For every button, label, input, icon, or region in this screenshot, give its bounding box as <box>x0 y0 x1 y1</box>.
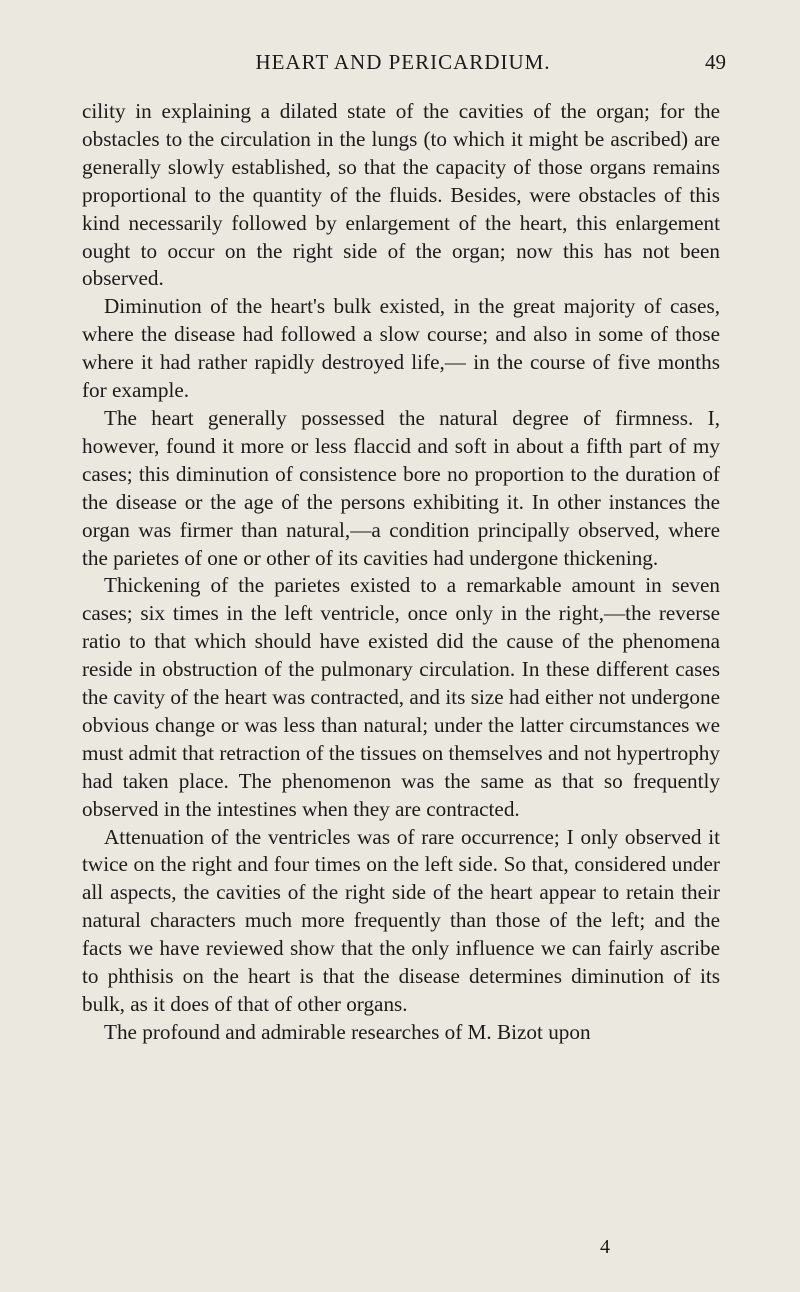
signature-mark: 4 <box>600 1236 610 1258</box>
body-text <box>82 98 720 1047</box>
paragraph-1: cility in explaining a dilated state of the cavities of the organ; for the obstacles to the circulation in the lungs (to which it might be ascribed) are generally slowly established, so that the capacity of those organs remains proportional to the quantity of the fluids. Besides, were obstacles of this kind necessarily followed by enlargement of the heart, this enlargement ought to occur on the right side of the organ; now this has not been observed. <box>82 99 720 291</box>
page-number: 49 <box>705 50 726 74</box>
paragraph-6: The profound and admirable researches of M. Bizot upon <box>104 1019 591 1044</box>
paragraph-4: Thickening of the parietes existed to a remarkable amount in seven cases; six times in the left ventricle, once only in the right,—the reverse ratio to that which should have existed did the cause of the phenomena reside in obstruction of the pulmonary circulation. In these different cases the cavity of the heart was contracted, and its size had either not undergone obvious change or was less than natural; under the latter circumstances we must admit that retraction of the tissues on themselves and not hypertrophy had taken place. The phenomenon was the same as that so frequently observed in the intestines when they are contracted. <box>82 573 720 821</box>
paragraph-3: The heart generally possessed the natural degree of firmness. I, however, found it more or less flaccid and soft in about a fifth part of my cases; this diminution of consistence bore no proportion to the duration of the disease or the age of the persons exhibiting it. In other instances the organ was firmer than natural,—a condition principally observed, where the parietes of one or other of its cavities had undergone thickening. <box>82 405 720 570</box>
running-head <box>92 50 726 82</box>
running-title: HEART AND PERICARDIUM. <box>255 50 551 74</box>
paragraph-2: Diminution of the heart's bulk existed, in the great majority of cases, where the disease had followed a slow course; and also in some of those where it had rather rapidly destroyed life,— in the course of five months for example. <box>82 294 720 403</box>
paragraph-5: Attenuation of the ventricles was of rare occurrence; I only observed it twice on the right and four times on the left side. So that, considered under all aspects, the cavities of the right side of the heart appear to retain their natural characters much more frequently than those of the left; and the facts we have reviewed show that the only influence we can fairly ascribe to phthisis on the heart is that the disease determines diminution of its bulk, as it does of that of other organs. <box>82 824 720 1016</box>
